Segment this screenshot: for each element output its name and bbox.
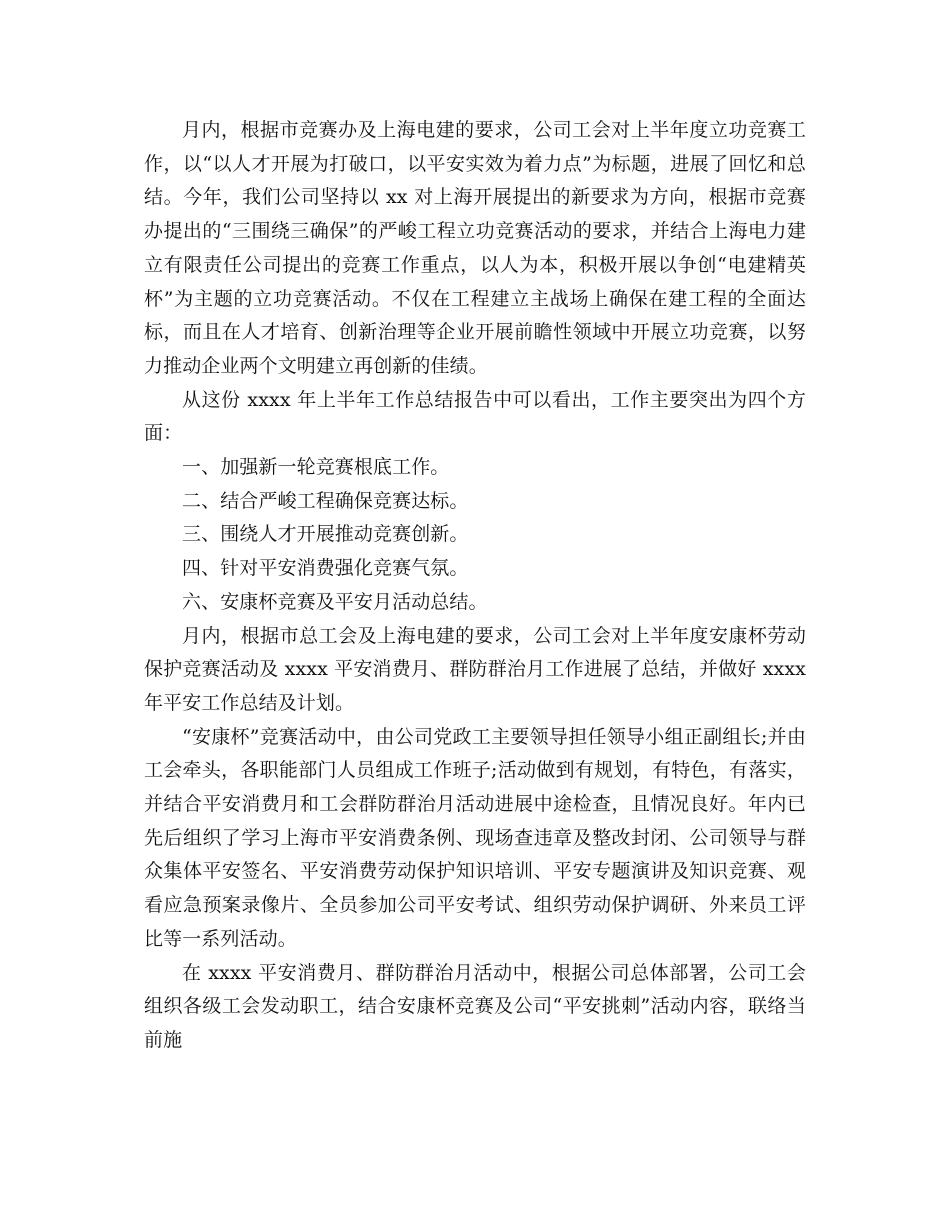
list-item-1: 一、加强新一轮竞赛根底工作。: [182, 456, 450, 479]
document-body: [144, 114, 806, 1058]
list-item-3: 三、围绕人才开展推动竞赛创新。: [182, 523, 469, 546]
section-heading-six: 六、安康杯竞赛及平安月活动总结。: [182, 590, 488, 613]
paragraph-ankang-activities: “安康杯”竞赛活动中，由公司党政工主要领导担任领导小组正副组长;并由工会牵头，各职能部门人员组成工作班子;活动做到有规划，有特色，有落实，并结合平安消费月和工会群防群治月活动进展中途检查，且情况良好。年内已先后组织了学习上海市平安消费条例、现场查违章及整改封闭、公司领导与群众集体平安签名、平安消费劳动保护知识培训、平安专题演讲及知识竞赛、观看应急预案录像片、全员参加公司平安考试、组织劳动保护调研、外来员工评比等一系列活动。: [144, 725, 806, 950]
paragraph-competition-summary: 月内，根据市竞赛办及上海电建的要求，公司工会对上半年度立功竞赛工作，以“以人才开展为打破口，以平安实效为着力点”为标题，进展了回忆和总结。今年，我们公司坚持以 xx 对上海开展提出的新要求为方向，根据市竞赛办提出的“三围绕三确保”的严峻工程立功竞赛活动的要求，并结合上海电力建立有限责任公司提出的竞赛工作重点，以人为本，积极开展以争创“电建精英杯”为主题的立功竞赛活动。不仅在工程建立主战场上确保在建工程的全面达标，而且在人才培育、创新治理等企业开展前瞻性领域中开展立功竞赛，以努力推动企业两个文明建立再创新的佳绩。: [144, 119, 806, 377]
list-item-4: 四、针对平安消费强化竞赛气氛。: [182, 557, 469, 580]
paragraph-ankang-summary: 月内，根据市总工会及上海电建的要求，公司工会对上半年度安康杯劳动保护竞赛活动及 xxxx 平安消费月、群防群治月工作进展了总结，并做好 xxxx 年平安工作总结及计划。: [144, 624, 806, 714]
list-item-2: 二、结合严峻工程确保竞赛达标。: [182, 489, 469, 512]
paragraph-safety-month: 在 xxxx 平安消费月、群防群治月活动中，根据公司总体部署，公司工会组织各级工会发动职工，结合安康杯竞赛及公司“平安挑刺”活动内容，联络当前施: [144, 961, 806, 1051]
paragraph-four-aspects: 从这份 xxxx 年上半年工作总结报告中可以看出，工作主要突出为四个方面：: [144, 388, 806, 445]
